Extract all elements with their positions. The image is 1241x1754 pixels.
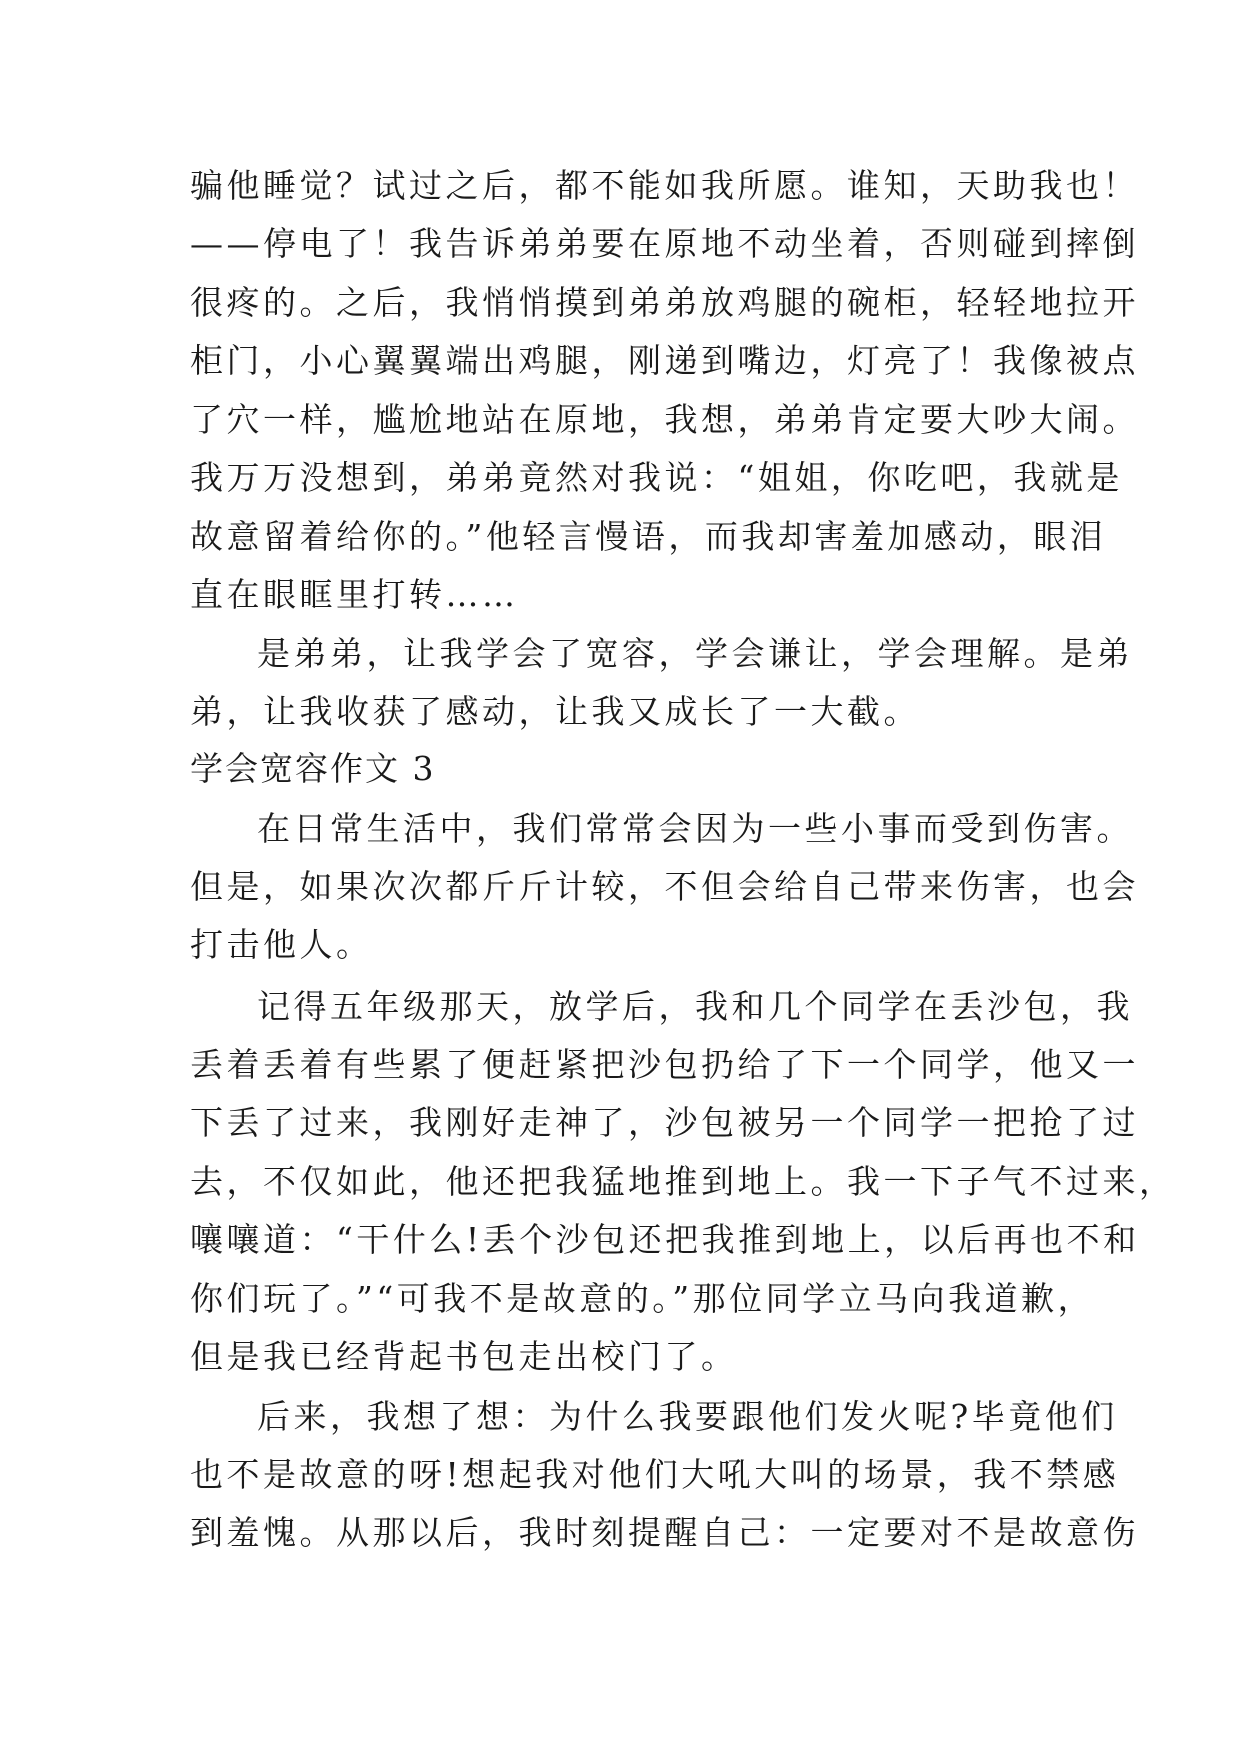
text-line: ——停电了！我告诉弟弟要在原地不动坐着，否则碰到摔倒	[190, 224, 1139, 263]
text-line: 记得五年级那天，放学后，我和几个同学在丢沙包，我	[257, 987, 1133, 1026]
text-line: 是弟弟，让我学会了宽容，学会谦让，学会理解。是弟	[257, 634, 1133, 673]
text-line: 去，不仅如此，他还把我猛地推到地上。我一下子气不过来，	[190, 1162, 1176, 1201]
text-line: 嚷嚷道：“干什么!丢个沙包还把我推到地上，以后再也不和	[190, 1220, 1140, 1259]
text-line: 也不是故意的呀!想起我对他们大吼大叫的场景，我不禁感	[190, 1455, 1120, 1494]
section-heading: 学会宽容作文 3	[190, 749, 436, 788]
text-line: 柜门，小心翼翼端出鸡腿，刚递到嘴边，灯亮了！我像被点	[190, 341, 1139, 380]
text-line: 故意留着给你的。”他轻言慢语，而我却害羞加感动，眼泪	[190, 517, 1107, 556]
text-line: 在日常生活中，我们常常会因为一些小事而受到伤害。	[257, 809, 1133, 848]
text-line: 我万万没想到，弟弟竟然对我说：“姐姐，你吃吧，我就是	[190, 458, 1123, 497]
text-line: 直在眼眶里打转……	[190, 575, 519, 614]
text-line: 后来，我想了想：为什么我要跟他们发火呢?毕竟他们	[257, 1397, 1118, 1436]
text-line: 但是，如果次次都斤斤计较，不但会给自己带来伤害，也会	[190, 867, 1139, 906]
text-line: 打击他人。	[190, 925, 373, 964]
text-line: 骗他睡觉？试过之后，都不能如我所愿。谁知，天助我也！	[190, 166, 1139, 205]
text-line: 到羞愧。从那以后，我时刻提醒自己：一定要对不是故意伤	[190, 1513, 1139, 1552]
text-line: 但是我已经背起书包走出校门了。	[190, 1337, 738, 1376]
text-line: 下丢了过来，我刚好走神了，沙包被另一个同学一把抢了过	[190, 1103, 1139, 1142]
text-line: 你们玩了。”“可我不是故意的。”那位同学立马向我道歉，	[190, 1279, 1095, 1318]
text-line: 了穴一样，尴尬地站在原地，我想，弟弟肯定要大吵大闹。	[190, 400, 1139, 439]
text-line: 丢着丢着有些累了便赶紧把沙包扔给了下一个同学，他又一	[190, 1045, 1139, 1084]
text-line: 弟，让我收获了感动，让我又成长了一大截。	[190, 692, 920, 731]
text-line: 很疼的。之后，我悄悄摸到弟弟放鸡腿的碗柜，轻轻地拉开	[190, 283, 1139, 322]
